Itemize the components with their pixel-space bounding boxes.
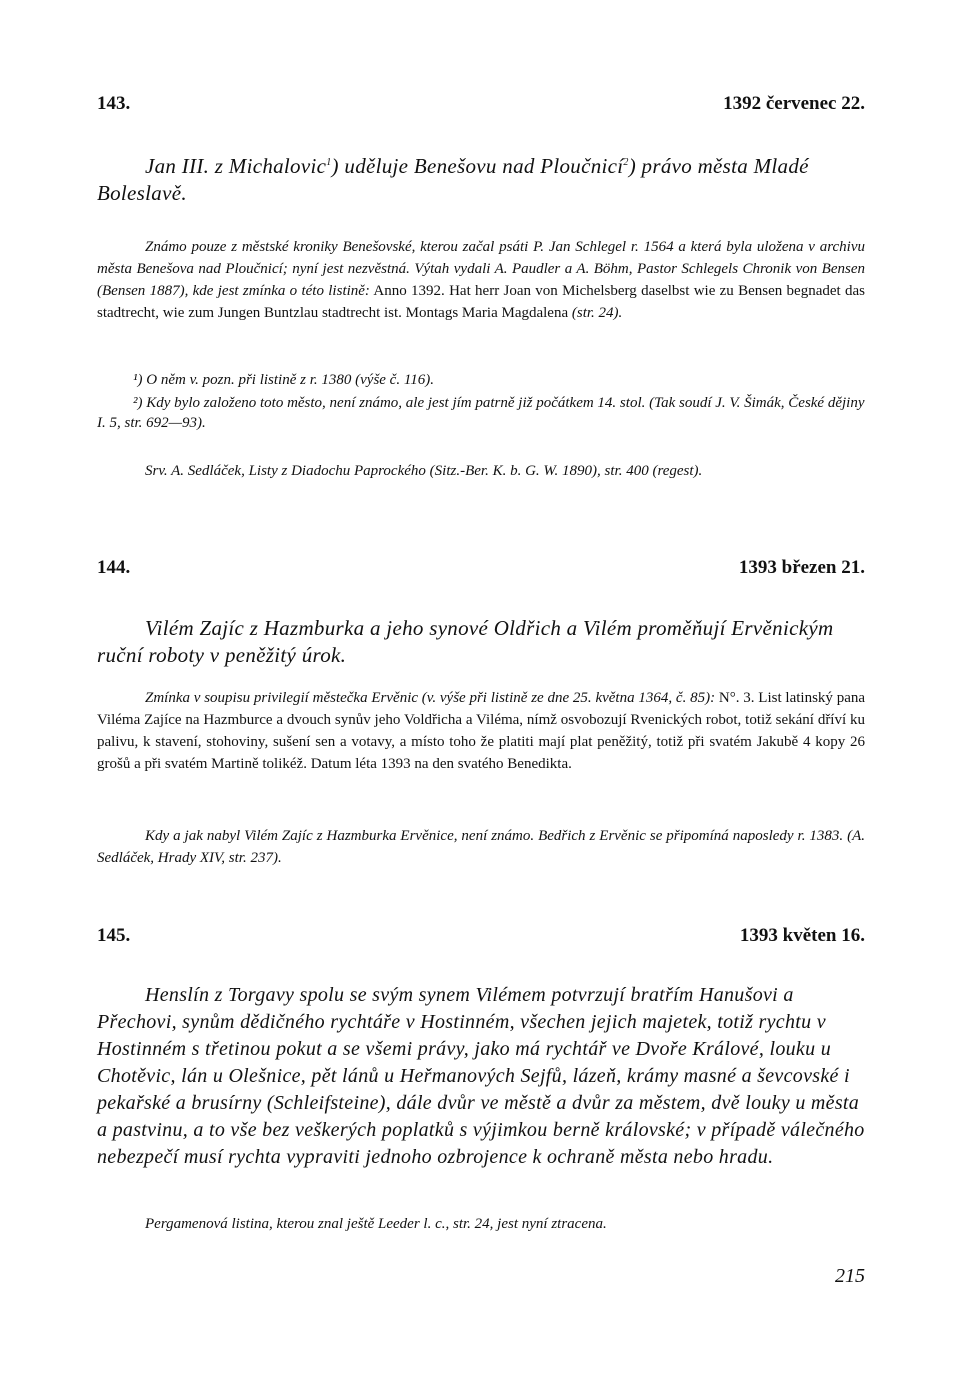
entry-title: Vilém Zajíc z Hazmburka a jeho synové Oldřich a Vilém proměňují Ervěnickým ruční roboty v peněžitý úrok. [97,616,834,667]
entry-note-2: Kdy a jak nabyl Vilém Zajíc z Hazmburka Ervěnice, není známo. Bedřich z Ervěnic se připomíná naposledy r. 1383. (A. Sedláček, Hrady XIV, str. 237). [97,828,865,866]
entry-number: 143. [97,93,131,114]
entry-number: 145. [97,925,131,946]
footnote-2: ²) Kdy bylo založeno toto město, není známo, ale jest jím patrně již počátkem 14. stol. (Tak soudí J. V. Šimák, České dějiny I. 5, str. 692—93). [97,395,865,431]
footnote-1: ¹) O něm v. pozn. při listině z r. 1380 (výše č. 116). [133,372,434,388]
entry-title: Jan III. z Michalovic$^1$) uděluje Benešovu nad Ploučnicí$^2$) právo města Mladé Boleslavě. [97,154,809,205]
entry-date: 1392 červenec 22. [723,93,865,114]
entry-header [97,557,865,579]
entry-reference: Srv. A. Sedláček, Listy z Diadochu Paprockého (Sitz.-Ber. K. b. G. W. 1890), str. 400 (regest). [145,463,703,479]
entry-header [97,925,865,947]
entry-note: Známo pouze z městské kroniky Benešovské, kterou začal psáti P. Jan Schlegel r. 1564 a která byla uložena v archivu města Benešova nad Ploučnicí; nyní jest nezvěstná. Výtah vydali A. Paudler a A. Böhm, Pastor Schlegels Chronik von Bensen (Bensen 1887), kde jest zmínka o této listině: Anno 1392. Hat herr Joan von Michelsberg daselbst wie zu Bensen begnadet das stadtrecht, wie zum Jungen Buntzlau stadtrecht ist. Montags Maria Magdalena (str. 24). [97,239,865,321]
entry-note: Pergamenová listina, kterou znal ještě Leeder l. c., str. 24, jest nyní ztracena. [145,1216,607,1232]
entry-title: Henslín z Torgavy spolu se svým synem Vilémem potvrzují bratřím Hanušovi a Přechovi, synům dědičného rychtáře v Hostinném, všechen jejich majetek, totiž rychtu v Hostinném s třetinou pokut a se všemi právy, jako má rychtář ve Dvoře Králové, louku u Chotěvic, lán u Olešnice, pět lánů u Heřmanových Sejfů, lázeň, krámy masné a ševcovské i pekařské a brusírny (Schleifsteine), dále dvůr ve městě a dvůr za městem, dvě louky u města a pastvinu, a to vše bez veškerých poplatků s výjimkou berně královské; v případě válečného nebezpečí musí rychta vypraviti jednoho ozbrojence k ochraně města nebo hradu. [97,984,865,1168]
entry-header [97,93,865,115]
entry-date: 1393 květen 16. [739,925,865,946]
page-number: 215 [835,1265,865,1287]
entry-note: Zmínka v soupisu privilegií městečka Ervěnic (v. výše při listině ze dne 25. května 1364, č. 85): N°. 3. List latinský pana Viléma Zajíce na Hazmburce a dvouch synův jeho Voldřicha a Viléma, nímž osvobozují Rvenických robot, totiž sekání dříví ku palivu, k stavení, stohoviny, sušení sen a votavy, a místo toho že platiti mají plat peněžitý, totiž při svatém Jakubě 4 kopy 26 grošů a při svatém Martině tolikéž. Datum léta 1393 na den svatého Benedikta. [97,690,866,772]
entry-number: 144. [97,557,131,578]
entry-date: 1393 březen 21. [738,557,865,578]
